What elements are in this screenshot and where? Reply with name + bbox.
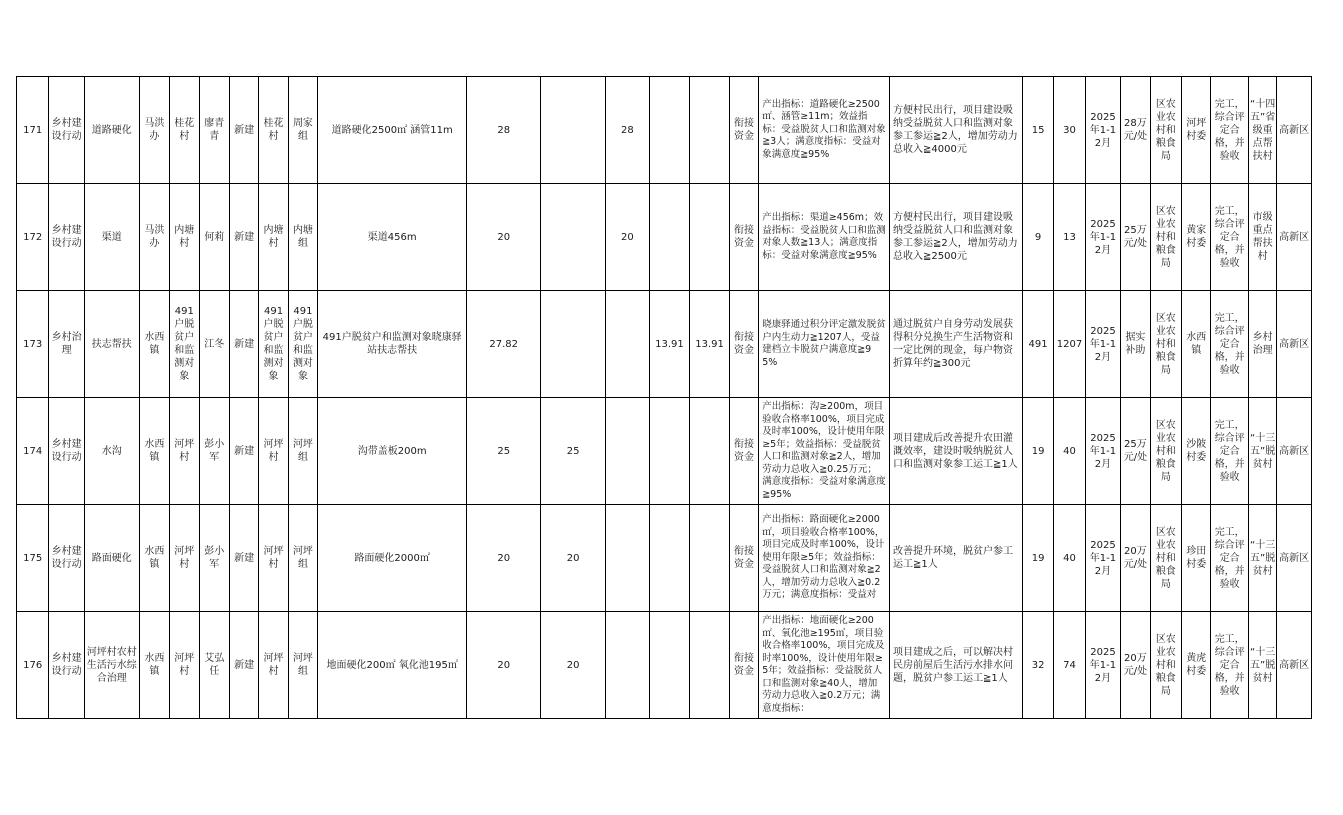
implementing-unit-cell: 河坪村委	[1182, 77, 1211, 184]
location-village-cell: 河坪村	[259, 612, 288, 719]
beneficiary-households-cell: 32	[1022, 612, 1053, 719]
location-village-cell: 河坪村	[259, 398, 288, 505]
fund-source-cell: 衔接资金	[729, 398, 758, 505]
fund-amount-cell	[541, 291, 606, 398]
implementing-unit-cell: 珍田村委	[1182, 505, 1211, 612]
implementation-period-cell: 2025年1-12月	[1085, 184, 1120, 291]
row-number: 173	[17, 291, 49, 398]
fund-amount-cell	[690, 398, 730, 505]
table-row	[17, 291, 1312, 398]
fund-source-cell: 衔接资金	[729, 184, 758, 291]
fund-source-cell: 衔接资金	[729, 291, 758, 398]
fund-amount-cell	[649, 77, 690, 184]
implementing-unit-cell: 水西镇	[1182, 291, 1211, 398]
beneficiary-people-cell: 40	[1054, 398, 1085, 505]
benefit-mechanism-cell: 方便村民出行，项目建设吸纳受益脱贫人口和监测对象参工参运≧2人，增加劳动力总收入≧2500元	[890, 184, 1023, 291]
fund-source-cell: 衔接资金	[729, 77, 758, 184]
village-cell: 桂花村	[170, 77, 199, 184]
performance-indicators-cell: 产出指标：沟≥200m，项目验收合格率100%，项目完成及时率100%，设计使用年限≥5年；效益指标：受益脱贫人口和监测对象≧2人，增加劳动力总收入≧0.25万元；满意度指标：受益对象满意度≧95%	[759, 398, 890, 505]
implementing-unit-cell: 黄家村委	[1182, 184, 1211, 291]
implementation-period-cell: 2025年1-12月	[1085, 77, 1120, 184]
village-cell: 河坪村	[170, 612, 199, 719]
project-name-cell: 扶志帮扶	[84, 291, 139, 398]
row-number: 172	[17, 184, 49, 291]
responsible-person-cell: 彭小军	[199, 398, 229, 505]
table-row	[17, 184, 1312, 291]
fund-amount-cell	[606, 398, 650, 505]
project-name-cell: 河坪村农村生活污水综合治理	[84, 612, 139, 719]
category-cell: 乡村建设行动	[49, 398, 84, 505]
beneficiary-people-cell: 1207	[1054, 291, 1085, 398]
fund-amount-cell	[541, 77, 606, 184]
acceptance-status-cell: 完工，综合评定合格，并验收	[1211, 291, 1249, 398]
row-number: 176	[17, 612, 49, 719]
subsidy-standard-cell: 20万元/处	[1121, 505, 1150, 612]
benefit-mechanism-cell: 方便村民出行，项目建设吸纳受益脱贫人口和监测对象参工参运≧2人，增加劳动力总收入≧4000元	[890, 77, 1023, 184]
fund-amount-cell	[649, 184, 690, 291]
subsidy-standard-cell: 28万元/处	[1121, 77, 1150, 184]
implementation-period-cell: 2025年1-12月	[1085, 505, 1120, 612]
benefit-mechanism-cell: 项目建成之后，可以解决村民房前屋后生活污水排水问题，脱贫户参工运工≧1人	[890, 612, 1023, 719]
performance-indicators-cell: 晓康驿通过积分评定激发脱贫户内生动力≧1207人，受益建档立卡脱贫户满意度≧95%	[759, 291, 890, 398]
category-cell: 乡村建设行动	[49, 77, 84, 184]
category-cell: 乡村建设行动	[49, 612, 84, 719]
beneficiary-households-cell: 19	[1022, 505, 1053, 612]
responsible-person-cell: 艾弘任	[199, 612, 229, 719]
location-village-cell: 491户脱贫户和监测对象	[259, 291, 288, 398]
competent-department-cell: 区农业农村和粮食局	[1150, 505, 1181, 612]
table-row	[17, 77, 1312, 184]
fund-amount-cell	[541, 184, 606, 291]
total-investment-cell: 27.82	[467, 291, 541, 398]
fund-amount-cell: 13.91	[649, 291, 690, 398]
remark-cell: 市级重点帮扶村	[1248, 184, 1276, 291]
competent-department-cell: 区农业农村和粮食局	[1150, 398, 1181, 505]
benefit-mechanism-cell: 项目建成后改善提升农田灌溉效率，建设时吸纳脱贫人口和监测对象参工运工≧1人	[890, 398, 1023, 505]
implementation-period-cell: 2025年1-12月	[1085, 291, 1120, 398]
acceptance-status-cell: 完工，综合评定合格，并验收	[1211, 505, 1249, 612]
beneficiary-people-cell: 74	[1054, 612, 1085, 719]
acceptance-status-cell: 完工，综合评定合格，并验收	[1211, 77, 1249, 184]
fund-amount-cell	[690, 505, 730, 612]
fund-amount-cell: 25	[541, 398, 606, 505]
location-village-cell: 内塘村	[259, 184, 288, 291]
beneficiary-people-cell: 13	[1054, 184, 1085, 291]
project-name-cell: 渠道	[84, 184, 139, 291]
fund-amount-cell	[690, 184, 730, 291]
construction-type-cell: 新建	[229, 505, 258, 612]
fund-amount-cell: 20	[541, 612, 606, 719]
town-cell: 马洪办	[139, 77, 169, 184]
total-investment-cell: 28	[467, 77, 541, 184]
subsidy-standard-cell: 25万元/处	[1121, 184, 1150, 291]
total-investment-cell: 20	[467, 184, 541, 291]
performance-indicators-cell: 产出指标：道路硬化≥2500㎡、涵管≥11m；效益指标：受益脱贫人口和监测对象≧3人；满意度指标：受益对象满意度≧95%	[759, 77, 890, 184]
row-number: 171	[17, 77, 49, 184]
implementing-unit-cell: 黄虎村委	[1182, 612, 1211, 719]
construction-type-cell: 新建	[229, 77, 258, 184]
subsidy-standard-cell: 25万元/处	[1121, 398, 1150, 505]
village-cell: 河坪村	[170, 398, 199, 505]
district-cell: 高新区	[1277, 184, 1312, 291]
responsible-person-cell: 江冬	[199, 291, 229, 398]
fund-amount-cell: 20	[606, 184, 650, 291]
competent-department-cell: 区农业农村和粮食局	[1150, 77, 1181, 184]
fund-amount-cell	[649, 398, 690, 505]
fund-amount-cell: 28	[606, 77, 650, 184]
remark-cell: “十三五”脱贫村	[1248, 612, 1276, 719]
fund-amount-cell	[606, 505, 650, 612]
remark-cell: “十三五”脱贫村	[1248, 398, 1276, 505]
town-cell: 水西镇	[139, 612, 169, 719]
row-number: 174	[17, 398, 49, 505]
construction-content-cell: 路面硬化2000㎡	[318, 505, 467, 612]
beneficiary-households-cell: 9	[1022, 184, 1053, 291]
category-cell: 乡村建设行动	[49, 184, 84, 291]
category-cell: 乡村治理	[49, 291, 84, 398]
performance-indicators-cell: 产出指标：路面硬化≥2000㎡，项目验收合格率100%，项目完成及时率100%，设计使用年限≥5年；效益指标：受益脱贫人口和监测对象≧2人，增加劳动力总收入≧0.2万元；满意度指标：受益对	[759, 505, 890, 612]
district-cell: 高新区	[1277, 505, 1312, 612]
performance-indicators-cell: 产出指标：渠道≥456m；效益指标：受益脱贫人口和监测对象人数≧13人；满意度指标：受益对象满意度≧95%	[759, 184, 890, 291]
fund-amount-cell	[649, 612, 690, 719]
table-row	[17, 612, 1312, 719]
competent-department-cell: 区农业农村和粮食局	[1150, 291, 1181, 398]
district-cell: 高新区	[1277, 612, 1312, 719]
total-investment-cell: 20	[467, 612, 541, 719]
town-cell: 水西镇	[139, 505, 169, 612]
construction-content-cell: 491户脱贫户和监测对象晓康驿站扶志帮扶	[318, 291, 467, 398]
remark-cell: “十四五”省级重点帮扶村	[1248, 77, 1276, 184]
subsidy-standard-cell: 据实补助	[1121, 291, 1150, 398]
project-name-cell: 路面硬化	[84, 505, 139, 612]
village-cell: 491户脱贫户和监测对象	[170, 291, 199, 398]
subsidy-standard-cell: 20万元/处	[1121, 612, 1150, 719]
category-cell: 乡村建设行动	[49, 505, 84, 612]
district-cell: 高新区	[1277, 77, 1312, 184]
fund-source-cell: 衔接资金	[729, 612, 758, 719]
fund-amount-cell	[649, 505, 690, 612]
row-number: 175	[17, 505, 49, 612]
beneficiary-households-cell: 19	[1022, 398, 1053, 505]
fund-amount-cell	[690, 612, 730, 719]
village-cell: 河坪村	[170, 505, 199, 612]
competent-department-cell: 区农业农村和粮食局	[1150, 612, 1181, 719]
total-investment-cell: 20	[467, 505, 541, 612]
beneficiary-households-cell: 491	[1022, 291, 1053, 398]
construction-content-cell: 地面硬化200㎡ 氧化池195㎥	[318, 612, 467, 719]
implementation-period-cell: 2025年1-12月	[1085, 398, 1120, 505]
fund-amount-cell: 20	[541, 505, 606, 612]
remark-cell: 乡村治理	[1248, 291, 1276, 398]
location-group-cell: 内塘组	[288, 184, 317, 291]
construction-type-cell: 新建	[229, 612, 258, 719]
total-investment-cell: 25	[467, 398, 541, 505]
location-village-cell: 桂花村	[259, 77, 288, 184]
location-group-cell: 491户脱贫户和监测对象	[288, 291, 317, 398]
construction-content-cell: 沟带盖板200m	[318, 398, 467, 505]
table-row	[17, 398, 1312, 505]
performance-indicators-cell: 产出指标：地面硬化≥200㎡、氧化池≥195㎥，项目验收合格率100%，项目完成及时率100%，设计使用年限≥5年；效益指标：受益脱贫人口和监测对象≧40人，增加劳动力总收入≧0.2万元；满意度指标：	[759, 612, 890, 719]
project-table	[16, 76, 1312, 719]
beneficiary-people-cell: 30	[1054, 77, 1085, 184]
beneficiary-people-cell: 40	[1054, 505, 1085, 612]
responsible-person-cell: 何莉	[199, 184, 229, 291]
fund-source-cell: 衔接资金	[729, 505, 758, 612]
acceptance-status-cell: 完工，综合评定合格，并验收	[1211, 184, 1249, 291]
fund-amount-cell	[606, 612, 650, 719]
town-cell: 马洪办	[139, 184, 169, 291]
table-row	[17, 505, 1312, 612]
responsible-person-cell: 彭小军	[199, 505, 229, 612]
construction-content-cell: 渠道456m	[318, 184, 467, 291]
district-cell: 高新区	[1277, 291, 1312, 398]
district-cell: 高新区	[1277, 398, 1312, 505]
construction-content-cell: 道路硬化2500㎡ 涵管11m	[318, 77, 467, 184]
village-cell: 内塘村	[170, 184, 199, 291]
responsible-person-cell: 廖青青	[199, 77, 229, 184]
fund-amount-cell: 13.91	[690, 291, 730, 398]
fund-amount-cell	[690, 77, 730, 184]
fund-amount-cell	[606, 291, 650, 398]
acceptance-status-cell: 完工，综合评定合格，并验收	[1211, 398, 1249, 505]
location-group-cell: 河坪组	[288, 612, 317, 719]
town-cell: 水西镇	[139, 398, 169, 505]
beneficiary-households-cell: 15	[1022, 77, 1053, 184]
project-name-cell: 道路硬化	[84, 77, 139, 184]
remark-cell: “十三五”脱贫村	[1248, 505, 1276, 612]
town-cell: 水西镇	[139, 291, 169, 398]
implementing-unit-cell: 沙陂村委	[1182, 398, 1211, 505]
location-group-cell: 河坪组	[288, 505, 317, 612]
construction-type-cell: 新建	[229, 291, 258, 398]
location-group-cell: 周家组	[288, 77, 317, 184]
benefit-mechanism-cell: 改善提升环境，脱贫户参工运工≧1人	[890, 505, 1023, 612]
location-group-cell: 河坪组	[288, 398, 317, 505]
project-name-cell: 水沟	[84, 398, 139, 505]
acceptance-status-cell: 完工，综合评定合格，并验收	[1211, 612, 1249, 719]
construction-type-cell: 新建	[229, 184, 258, 291]
benefit-mechanism-cell: 通过脱贫户自身劳动发展获得积分兑换生产生活物资和一定比例的现金，每户物资折算年约≧300元	[890, 291, 1023, 398]
implementation-period-cell: 2025年1-12月	[1085, 612, 1120, 719]
location-village-cell: 河坪村	[259, 505, 288, 612]
construction-type-cell: 新建	[229, 398, 258, 505]
competent-department-cell: 区农业农村和粮食局	[1150, 184, 1181, 291]
